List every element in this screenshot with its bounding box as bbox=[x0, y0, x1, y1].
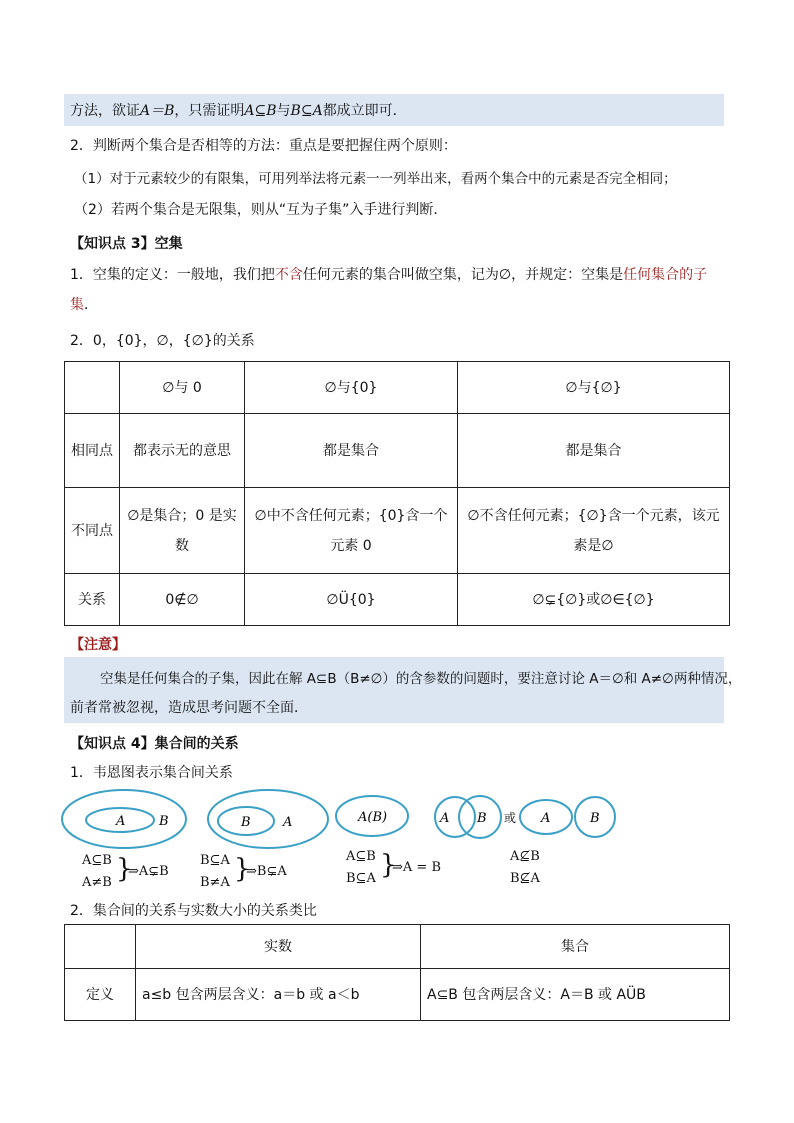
venn-2-brace: } bbox=[234, 854, 251, 884]
analogy-table bbox=[64, 924, 730, 1021]
note-label: 【注意】 bbox=[70, 637, 126, 653]
table-header-row bbox=[65, 362, 730, 414]
venn-3-conditions: A⊆B B⊆A bbox=[346, 849, 376, 886]
table-row bbox=[65, 969, 730, 1021]
table-cell: 都是集合 bbox=[245, 414, 458, 488]
empty-set-table bbox=[64, 361, 730, 626]
venn-4-conditions: A⊈B B⊈A bbox=[510, 849, 540, 886]
kp4-item-1: 1．韦恩图表示集合间关系 bbox=[70, 765, 233, 781]
table-header-cell: ∅与 0 bbox=[120, 362, 245, 414]
table-header-cell: 集合 bbox=[421, 925, 730, 969]
table-header-cell bbox=[65, 362, 120, 414]
venn-4-label-b: B bbox=[477, 811, 487, 826]
table-cell: 都表示无的意思 bbox=[120, 414, 245, 488]
venn-2-conditions: B⊆A B≠A bbox=[200, 853, 230, 890]
table-row bbox=[65, 574, 730, 626]
table-row bbox=[65, 488, 730, 574]
kp3-item-2: 2．0，{0}，∅，{∅}的关系 bbox=[70, 333, 255, 349]
table-cell: 0∉∅ bbox=[120, 574, 245, 626]
table-header-cell: ∅与{0} bbox=[245, 362, 458, 414]
intro-line-4: （2）若两个集合是无限集，则从“互为子集”入手进行判断． bbox=[74, 202, 448, 218]
note-text-2: 前者常被忽视，造成思考问题不全面． bbox=[70, 700, 308, 716]
table-header-cell: 实数 bbox=[136, 925, 421, 969]
venn-4-label-a: A bbox=[440, 811, 450, 826]
venn-2-inner-label: B bbox=[241, 815, 251, 830]
venn-2-outer bbox=[208, 790, 328, 848]
venn-1-brace: } bbox=[116, 854, 133, 884]
table-row-label: 不同点 bbox=[65, 488, 120, 574]
table-cell: ∅是集合；0 是实数 bbox=[120, 488, 245, 574]
intro-line-2: 2．判断两个集合是否相等的方法：重点是要把握住两个原则： bbox=[70, 138, 457, 154]
table-cell: ∅Ü{0} bbox=[245, 574, 458, 626]
table-cell: A⊆B 包含两层含义：A＝B 或 AÜB bbox=[421, 969, 730, 1021]
table-header-row bbox=[65, 925, 730, 969]
table-row-label: 相同点 bbox=[65, 414, 120, 488]
note-text-1: 空集是任何集合的子集，因此在解 A⊆B（B≠∅）的含参数的问题时，要注意讨论 A＝∅和 A≠∅两种情况， bbox=[100, 671, 742, 687]
kp3-heading: 【知识点 3】空集 bbox=[70, 236, 183, 252]
kp4-heading: 【知识点 4】集合间的关系 bbox=[70, 736, 239, 752]
table-cell: ∅中不含任何元素；{0}含一个元素 0 bbox=[245, 488, 458, 574]
venn-3-result: ⇒A = B bbox=[392, 860, 441, 875]
venn-3-label: A(B) bbox=[358, 810, 388, 825]
table-cell: 都是集合 bbox=[458, 414, 730, 488]
table-cell: ∅不含任何元素；{∅}含一个元素，该元素是∅ bbox=[458, 488, 730, 574]
table-cell: ∅⊊{∅}或∅∈{∅} bbox=[458, 574, 730, 626]
venn-1-inner-label: A bbox=[116, 814, 126, 829]
venn-1-conditions: A⊆B A≠B bbox=[82, 853, 112, 890]
venn-2-outer-label: A bbox=[283, 815, 293, 830]
kp3-definition-cont: 集． bbox=[70, 297, 98, 313]
table-row bbox=[65, 414, 730, 488]
table-row-label: 定义 bbox=[65, 969, 136, 1021]
table-cell: a≤b 包含两层含义：a＝b 或 a＜b bbox=[136, 969, 421, 1021]
venn-3-brace: } bbox=[380, 850, 397, 880]
table-header-cell bbox=[65, 925, 136, 969]
venn-4-label-a2: A bbox=[541, 811, 551, 826]
intro-line-3: （1）对于元素较少的有限集，可用列举法将元素一一列举出来，看两个集合中的元素是否完全相同； bbox=[74, 171, 677, 187]
venn-diagrams bbox=[60, 788, 680, 850]
kp3-definition: 1．空集的定义：一般地，我们把不含任何元素的集合叫做空集，记为∅，并规定：空集是任何集合的子 bbox=[70, 267, 708, 283]
table-header-cell: ∅与{∅} bbox=[458, 362, 730, 414]
venn-1-result: ⇒A⊊B bbox=[128, 864, 169, 879]
venn-4-or: 或 bbox=[504, 811, 517, 825]
table-row-label: 关系 bbox=[65, 574, 120, 626]
venn-4-label-b2: B bbox=[590, 811, 600, 826]
venn-1-outer-label: B bbox=[159, 814, 169, 829]
kp4-item-2: 2．集合间的关系与实数大小的关系类比 bbox=[70, 903, 317, 919]
venn-2-result: ⇒B⊊A bbox=[246, 864, 287, 879]
intro-line-1: 方法，欲证A＝B，只需证明A⊆B与B⊆A都成立即可． bbox=[70, 103, 407, 119]
